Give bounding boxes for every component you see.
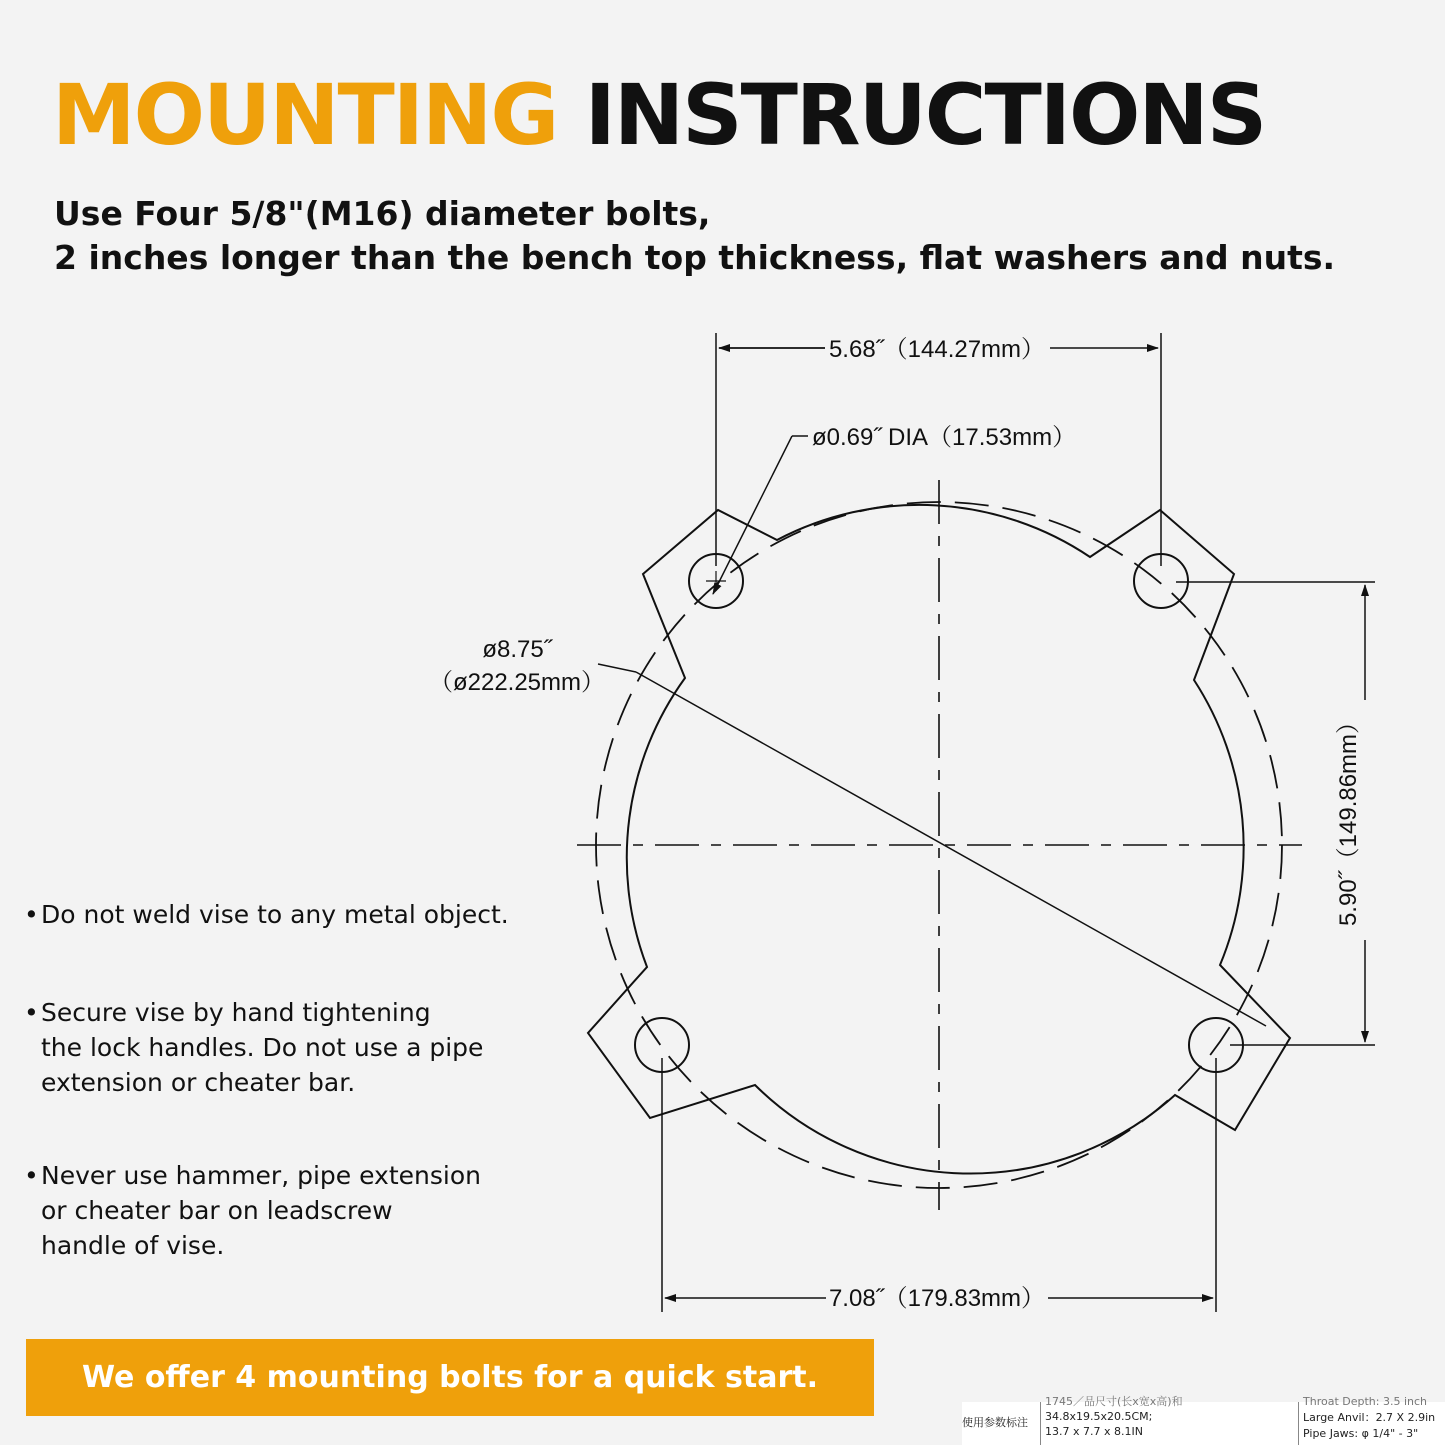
- spec-dimensions: [1040, 1395, 1183, 1445]
- subtitle-line-1: Use Four 5/8"(M16) diameter bolts,: [54, 194, 711, 233]
- note-item: [24, 1158, 561, 1263]
- bolts-included-banner: [26, 1339, 874, 1416]
- note-line: handle of vise.: [41, 1231, 225, 1260]
- title-main-word: INSTRUCTIONS: [584, 66, 1266, 164]
- dimension-right-label: 5.90˝（149.86mm）: [1335, 709, 1362, 927]
- title-accent-word: MOUNTING: [52, 66, 558, 164]
- dimension-top-label: 5.68˝（144.27mm）: [828, 336, 1046, 363]
- spec-dimensions-in: 13.7 x 7.7 x 8.1IN: [1045, 1425, 1143, 1438]
- note-line: Never use hammer, pipe extension: [41, 1161, 481, 1190]
- spec-label: 使用参数标注: [962, 1416, 1028, 1429]
- dimension-circle-inch-label: ø8.75˝: [482, 636, 552, 663]
- bullet-icon: •: [24, 998, 39, 1027]
- dimension-bottom-label: 7.08˝（179.83mm）: [828, 1285, 1046, 1312]
- spec-throat-depth: Throat Depth: 3.5 inch: [1303, 1395, 1427, 1408]
- banner-text: We offer 4 mounting bolts for a quick start.: [82, 1360, 818, 1395]
- note-line: or cheater bar on leadscrew: [41, 1196, 393, 1225]
- dimension-circle-mm-label: （ø222.25mm）: [428, 669, 606, 696]
- note-item: [24, 897, 561, 932]
- note-line: extension or cheater bar.: [41, 1068, 356, 1097]
- spec-strip: [962, 1395, 1445, 1445]
- spec-features: [1298, 1395, 1436, 1445]
- spec-dimensions-cut-line: 1745／品尺寸(长x宽x高)和: [1045, 1395, 1183, 1408]
- spec-dimensions-cm: 34.8x19.5x20.5CM;: [1045, 1410, 1153, 1423]
- note-line: the lock handles. Do not use a pipe: [41, 1033, 484, 1062]
- spec-pipe-jaws: Pipe Jaws: φ 1/4" - 3": [1303, 1427, 1419, 1440]
- bullet-icon: •: [24, 900, 39, 929]
- spec-anvil: Large Anvil：2.7 X 2.9in: [1303, 1411, 1436, 1424]
- note-item: [24, 995, 561, 1100]
- subtitle-line-2: 2 inches longer than the bench top thickness, flat washers and nuts.: [54, 238, 1336, 277]
- bullet-icon: •: [24, 1161, 39, 1190]
- dimension-hole-label: ø0.69˝ DIA（17.53mm）: [812, 424, 1077, 451]
- note-line: Secure vise by hand tightening: [41, 998, 431, 1027]
- note-line: Do not weld vise to any metal object.: [41, 900, 509, 929]
